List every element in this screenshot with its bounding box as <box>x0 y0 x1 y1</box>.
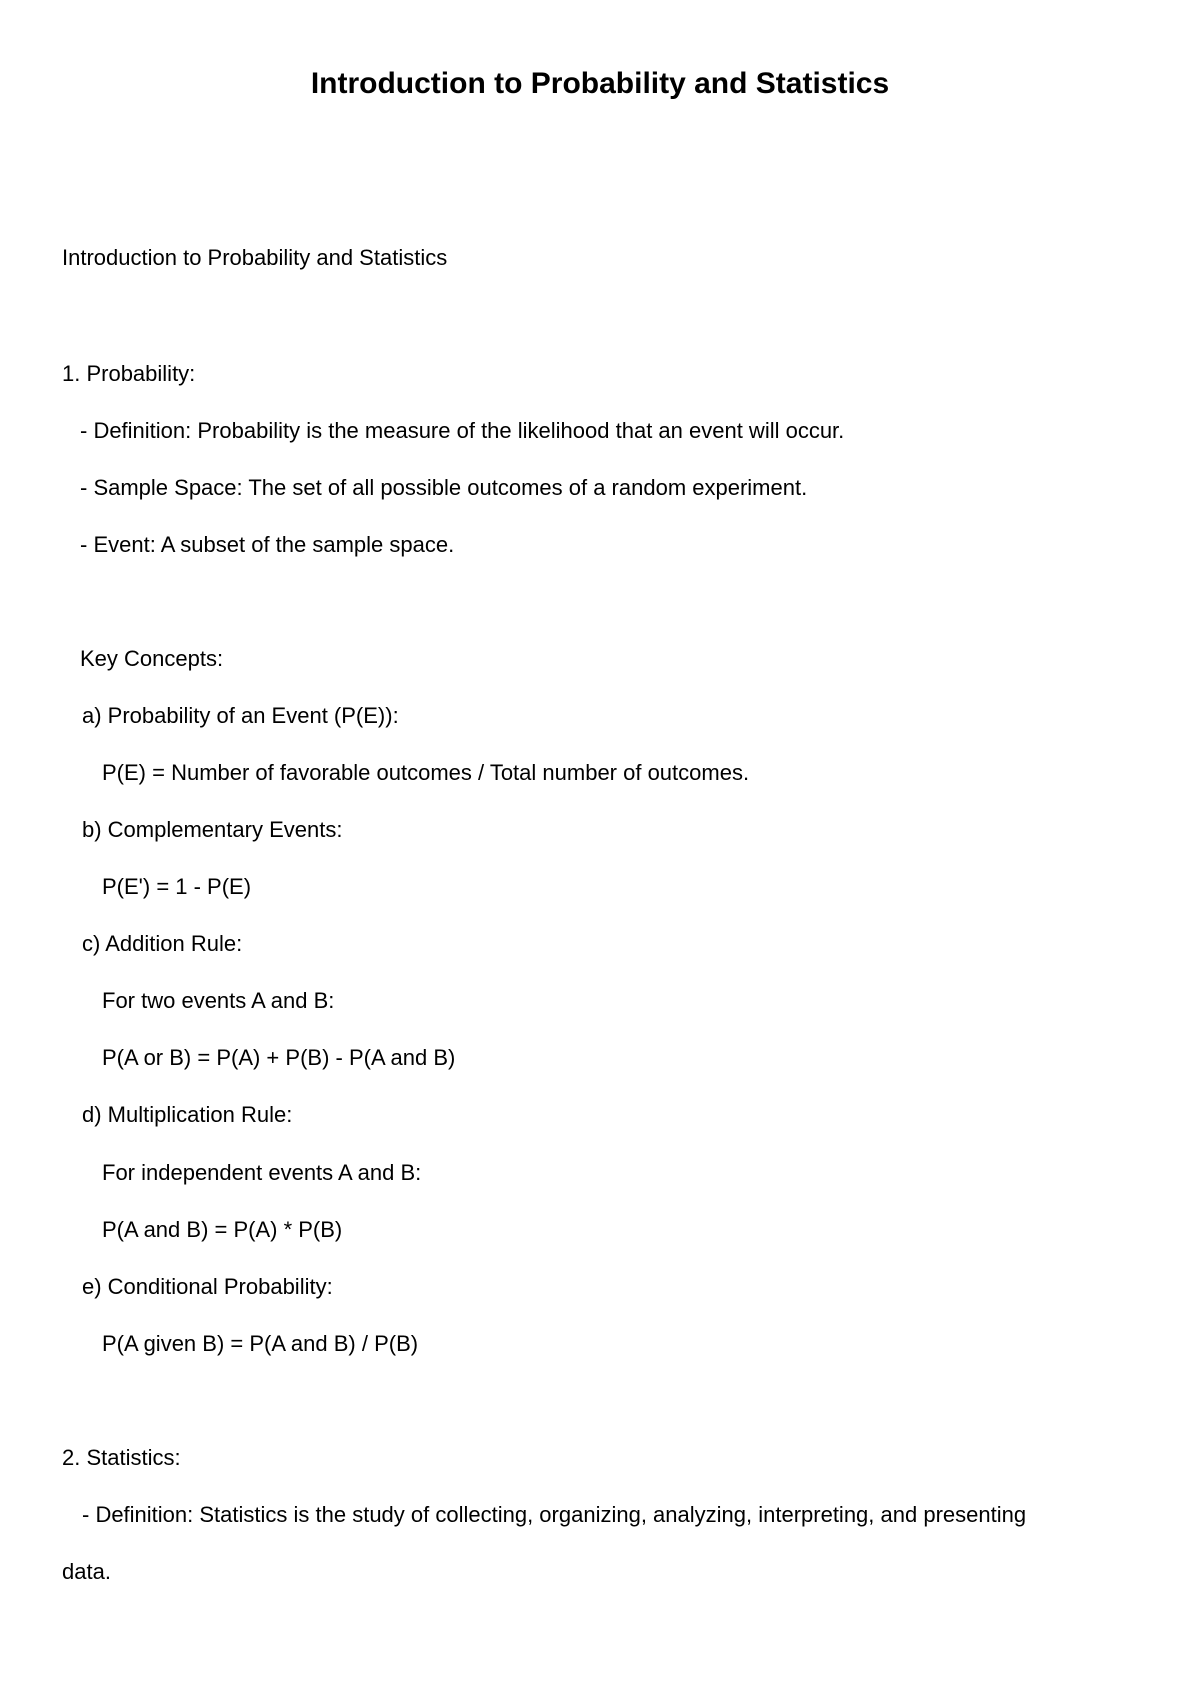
concept-e-title: e) Conditional Probability: <box>82 1274 333 1299</box>
concept-d-title: d) Multiplication Rule: <box>82 1102 293 1127</box>
concept-d-formula: P(A and B) = P(A) * P(B) <box>102 1217 343 1242</box>
concept-c-title: c) Addition Rule: <box>82 931 243 956</box>
document-subtitle: Introduction to Probability and Statistics <box>62 245 448 270</box>
concept-a-title: a) Probability of an Event (P(E)): <box>82 703 399 728</box>
concept-b-title: b) Complementary Events: <box>82 817 343 842</box>
probability-definition: - Definition: Probability is the measure of the likelihood that an event will occur. <box>80 418 845 443</box>
concept-d-note: For independent events A and B: <box>102 1160 422 1185</box>
probability-event: - Event: A subset of the sample space. <box>80 532 455 557</box>
probability-sample-space: - Sample Space: The set of all possible outcomes of a random experiment. <box>80 475 808 500</box>
section-heading-statistics: 2. Statistics: <box>62 1445 181 1470</box>
concept-a-formula: P(E) = Number of favorable outcomes / Total number of outcomes. <box>102 760 750 785</box>
statistics-definition-line1: - Definition: Statistics is the study of collecting, organizing, analyzing, interpreting, and presenting <box>82 1502 1027 1527</box>
concept-c-note: For two events A and B: <box>102 988 335 1013</box>
concept-e-formula: P(A given B) = P(A and B) / P(B) <box>102 1331 419 1356</box>
document-title: Introduction to Probability and Statistics <box>310 67 890 100</box>
statistics-definition-line2: data. <box>62 1559 111 1584</box>
section-heading-probability: 1. Probability: <box>62 361 196 386</box>
concept-b-formula: P(E') = 1 - P(E) <box>102 874 252 899</box>
concept-c-formula: P(A or B) = P(A) + P(B) - P(A and B) <box>102 1045 456 1070</box>
key-concepts-heading: Key Concepts: <box>80 646 224 671</box>
